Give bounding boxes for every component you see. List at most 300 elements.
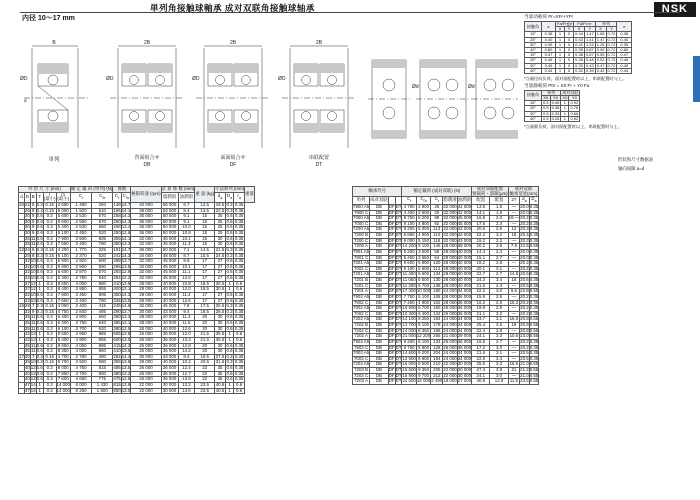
table-row-cell: — bbox=[508, 311, 520, 317]
table-row-cell: 3.6 bbox=[490, 323, 508, 329]
table-row-cell: 2.8 bbox=[490, 328, 508, 334]
table-row-cell: 258 bbox=[113, 224, 121, 230]
table-row-cell: 8 100 bbox=[403, 220, 415, 226]
table-row-cell: 20.3 bbox=[520, 226, 529, 232]
svg-text:DF: DF bbox=[229, 162, 237, 168]
table-row-cell: 22 000 bbox=[443, 361, 457, 367]
svg-text:B: B bbox=[52, 40, 56, 46]
table-row-cell: 36 000 bbox=[457, 305, 472, 311]
table-row-cell: 21.6 bbox=[472, 351, 490, 357]
table-row-cell: 36 000 bbox=[162, 365, 177, 370]
table-row-cell: 26 000 bbox=[131, 337, 161, 343]
table-row-cell: 0.55 bbox=[529, 372, 539, 378]
table-row-cell: 45 000 bbox=[457, 215, 472, 221]
table-row-cell: 27 bbox=[215, 259, 226, 265]
table-row-cell: 19 000 bbox=[443, 378, 457, 384]
table-row-cell: 7202 A bbox=[354, 333, 368, 339]
table-row-cell: 0.3 bbox=[43, 264, 56, 270]
table-row-cell: 14 000 bbox=[56, 381, 70, 387]
dynamic-load-row-cell: 0.46 bbox=[617, 58, 632, 63]
dynamic-load-row-cell: 0.92 bbox=[596, 46, 605, 52]
table-row-cell: 620 bbox=[92, 326, 113, 332]
table-row-cell: 36 000 bbox=[162, 348, 177, 354]
table-row-cell: 14 600 bbox=[402, 350, 416, 356]
table-row-cell: 13.2 bbox=[178, 382, 195, 388]
table-row-cell: 1 bbox=[225, 382, 233, 388]
table-row-cell: 0.15 bbox=[43, 247, 56, 253]
table-row-cell: 4 700 bbox=[70, 371, 91, 377]
table-row-cell: 15 bbox=[195, 231, 215, 237]
table-row-cell: 2.8 bbox=[490, 261, 508, 267]
table-row-cell: 0.15 bbox=[43, 354, 56, 360]
table-row-cell: 20 bbox=[195, 326, 215, 332]
table-row-cell: 25 bbox=[215, 231, 226, 237]
table-row-cell: 380 bbox=[113, 325, 121, 331]
table-row-cell: 0.3 bbox=[43, 214, 56, 220]
table-row-cell: 0.55 bbox=[529, 378, 539, 384]
table-row-cell: 0.3 bbox=[226, 303, 233, 309]
table-row-cell: 20.0 bbox=[520, 209, 529, 215]
static-load-row-cell: 0.33 bbox=[551, 110, 560, 116]
table-row-cell: 30 000 bbox=[131, 354, 161, 360]
table-row-cell: 11 bbox=[30, 342, 36, 348]
table-row-cell: 3.2 bbox=[490, 311, 508, 317]
table-row-cell: 31.5 bbox=[215, 359, 225, 365]
table-row-cell: 0.55 bbox=[529, 333, 539, 339]
dynamic-load-row-cell: 0.72 bbox=[607, 36, 616, 42]
table-row-cell: 7203 C bbox=[353, 372, 369, 378]
table-row-cell: — bbox=[508, 249, 520, 255]
grp-pair-load: 額定載荷 (成对双联) (N) bbox=[402, 187, 472, 197]
table-row-cell: 17.5 bbox=[195, 304, 215, 310]
table-row-cell: 0.3 bbox=[43, 298, 56, 304]
table-row-cell: 0.3 bbox=[36, 207, 43, 213]
table-row-cell: 40 000 bbox=[162, 359, 177, 365]
table-row-cell: 14.3 bbox=[121, 291, 131, 297]
table-row-cell: 7900 C bbox=[353, 209, 369, 215]
table-row-cell: 0.35 bbox=[234, 252, 244, 258]
table-row-cell: DT bbox=[395, 305, 402, 311]
table-row-cell: 20 bbox=[195, 343, 215, 349]
svg-text:面面組合せ: 面面組合せ bbox=[220, 155, 246, 161]
table-row-cell: 34 000 bbox=[457, 322, 472, 328]
table-row-cell: 13.5 bbox=[472, 204, 490, 210]
table-row-cell: 6 400 bbox=[57, 314, 69, 320]
table-row-cell: DT bbox=[395, 333, 402, 339]
page-edge-tab bbox=[693, 56, 700, 102]
table-row-cell: 10 bbox=[30, 297, 36, 303]
table-row-cell: 5 000 bbox=[418, 226, 430, 232]
table-row bbox=[353, 379, 539, 385]
table-row-cell: 9 200 bbox=[403, 338, 415, 344]
table-row-cell: 7 650 bbox=[57, 241, 69, 247]
table-row-cell: DB bbox=[370, 306, 389, 312]
table-row-cell: 17 bbox=[195, 259, 215, 265]
table-row-cell: 2 900 bbox=[418, 203, 430, 209]
table-row-cell: 0.3 bbox=[43, 321, 56, 327]
table-row-cell: 32 000 bbox=[443, 226, 457, 232]
table-row-cell: 0.35 bbox=[234, 275, 244, 280]
table-row-cell: 0.35 bbox=[529, 209, 539, 215]
table-row-cell: 13 700 bbox=[402, 322, 416, 328]
table-row-cell: 20.2 bbox=[520, 299, 529, 305]
table-row-cell: 4 650 bbox=[70, 377, 91, 383]
table-row-cell: 0.3 bbox=[43, 366, 56, 372]
dynamic-load-row-cell: 30° bbox=[525, 63, 542, 68]
table-row-cell: 10 bbox=[30, 263, 36, 269]
table-row-cell: 26 000 bbox=[131, 332, 161, 338]
table-row-cell: 15.6 bbox=[472, 294, 490, 300]
table-row-cell: 98 bbox=[431, 216, 443, 222]
table-row-cell: 250 bbox=[113, 230, 121, 235]
table-row-cell: 36 000 bbox=[162, 331, 177, 337]
table-row-cell: 4 750 bbox=[70, 366, 91, 372]
table-row-cell: 11.3 bbox=[178, 242, 195, 248]
table-row-cell: 40 000 bbox=[162, 314, 177, 320]
table-row-cell: 36 000 bbox=[162, 370, 177, 376]
table-row-cell: 355 bbox=[113, 235, 121, 241]
table-row-cell: — bbox=[508, 210, 520, 216]
col-d2: $D_a$ bbox=[225, 192, 233, 202]
table-row-cell: DB bbox=[370, 289, 389, 295]
table-row-cell: 47 bbox=[24, 387, 30, 393]
table-row-cell: 7202 C bbox=[353, 327, 369, 333]
table-row-cell: 0.6 bbox=[36, 218, 43, 224]
table-row-cell: 3 500 bbox=[70, 236, 91, 242]
table-row-cell: 0.6 bbox=[226, 235, 233, 241]
static-load-row-cell: 0.26 bbox=[551, 115, 560, 121]
col-r1: r (最小) bbox=[43, 191, 56, 202]
dynamic-load-row-cell: 0.72 bbox=[607, 52, 616, 58]
table-row-cell: 4 950 bbox=[70, 332, 91, 338]
table-row-cell: 32 000 bbox=[131, 304, 161, 310]
table-row-cell: 36 000 bbox=[131, 219, 161, 225]
table-row-cell: 7003 A5 bbox=[353, 350, 370, 356]
table-row-cell: 12.9 bbox=[121, 269, 131, 275]
table-row-cell: 32 000 bbox=[131, 242, 161, 248]
table-row-cell: DT bbox=[395, 265, 402, 271]
table-row-cell: 15.1 bbox=[472, 255, 490, 261]
table-row-cell: 194 bbox=[431, 356, 443, 362]
rcol-p2: 配置 bbox=[490, 197, 508, 205]
svg-text:Ød: Ød bbox=[412, 84, 419, 90]
table-row-cell: 27 000 bbox=[457, 378, 472, 384]
table-row-cell: 22.4 bbox=[472, 328, 490, 334]
table-row-cell: 22.2 bbox=[472, 233, 490, 239]
table-row-cell: 27.5 bbox=[215, 353, 225, 359]
table-row-cell: 0.35 bbox=[529, 271, 539, 277]
table-row-cell: 50 000 bbox=[162, 213, 177, 219]
table-row-cell: 12.9 bbox=[490, 379, 508, 385]
dynamic-load-row-cell: 0 bbox=[565, 53, 574, 58]
table-row-cell: 20.2 bbox=[472, 244, 490, 250]
table-row-cell: 14 200 bbox=[402, 243, 416, 249]
table-row-cell: 40.5 bbox=[215, 381, 225, 387]
table-row-cell: 28 000 bbox=[443, 248, 457, 254]
static-load-row-cell: 0.52 bbox=[570, 115, 579, 121]
table-row-cell: 355 bbox=[113, 359, 121, 365]
table-row-cell: 0.35 bbox=[529, 355, 539, 361]
table-row-cell: 24.1 bbox=[472, 334, 490, 340]
table-row-cell: 11 400 bbox=[402, 271, 416, 277]
table-row-cell: 0.35 bbox=[529, 237, 539, 243]
dynamic-load-row-cell: 0.72 bbox=[607, 62, 616, 68]
table-row-cell: 7903 A5 bbox=[353, 338, 370, 344]
table-row-cell: 13 bbox=[30, 331, 36, 337]
table-row-cell: — bbox=[508, 339, 520, 345]
table-row-cell: 8 100 bbox=[418, 243, 430, 249]
table-row-cell: 258 bbox=[113, 213, 121, 219]
table-row-cell: 7.1 bbox=[178, 247, 195, 253]
table-row-cell: 290 bbox=[113, 308, 121, 314]
table-row-cell: 5 800 bbox=[418, 344, 430, 350]
table-row-cell: 7001 C bbox=[353, 265, 369, 271]
table-row-cell: 0.35 bbox=[529, 226, 539, 232]
table-row-cell: 16.9 bbox=[472, 216, 490, 222]
table-row-cell: 6 700 bbox=[418, 282, 430, 288]
table-row-cell: 7201 A bbox=[354, 288, 368, 294]
table-row-cell: — bbox=[508, 294, 520, 300]
col-C0r: $C_{0r}$ bbox=[92, 192, 113, 202]
table-row-cell: 5 150 bbox=[418, 237, 430, 243]
table-row-cell: DF bbox=[388, 282, 395, 288]
table-row-cell: 2 920 bbox=[70, 259, 91, 265]
table-row-cell: 10 000 bbox=[416, 288, 431, 294]
table-row-cell: 294 bbox=[92, 202, 113, 208]
table-row-cell: 19 bbox=[508, 323, 520, 329]
table-row-cell: 3 500 bbox=[418, 248, 430, 254]
table-row-cell: 7200 B bbox=[354, 232, 369, 238]
table-row-cell: 580 bbox=[92, 360, 113, 366]
table-row-cell: 26 000 bbox=[131, 366, 161, 372]
table-row-cell: 6 400 bbox=[418, 310, 430, 316]
table-row-cell: 28 000 bbox=[131, 321, 161, 327]
th2-x0a: X0 bbox=[543, 95, 549, 101]
dynamic-load-row-cell: 0.31 bbox=[575, 67, 583, 73]
dynamic-load-row-cell: 0.72 bbox=[607, 46, 616, 52]
designation-thead bbox=[353, 187, 539, 205]
table-row-cell: 1 920 bbox=[70, 208, 91, 214]
dynamic-load-row-cell: 1.26 bbox=[596, 41, 605, 47]
table-row-cell: 0.55 bbox=[529, 361, 539, 367]
dynamic-load-row-cell: 0.45 bbox=[617, 63, 632, 68]
table-row-cell: 10.8 bbox=[178, 281, 195, 287]
table-row-cell: 1 480 bbox=[70, 202, 91, 208]
table-row-cell: 35 bbox=[215, 371, 226, 377]
table-row-cell: DF bbox=[388, 215, 395, 221]
designation-tbody bbox=[353, 204, 539, 384]
bearing-drawings bbox=[18, 30, 518, 178]
table-row-cell: 45 000 bbox=[162, 241, 177, 247]
svg-text:2B: 2B bbox=[143, 40, 151, 46]
table-row-cell: 0.35 bbox=[529, 248, 539, 254]
table-row-cell: 28 000 bbox=[443, 277, 457, 283]
table-row-cell: — bbox=[508, 261, 520, 267]
table-row-cell: 350 bbox=[113, 241, 121, 247]
table-row-cell: 505 bbox=[113, 331, 121, 337]
side-note-2: 轴向间隙 a=d bbox=[618, 166, 645, 171]
table-row-cell: 6 600 bbox=[418, 271, 430, 277]
table-row-cell: DT bbox=[395, 277, 402, 283]
table-row-cell: DB bbox=[370, 328, 389, 334]
table-row-cell: 0.35 bbox=[234, 207, 244, 213]
table-row-cell: 12.5 bbox=[195, 202, 215, 208]
table-row-cell: 30.5 bbox=[215, 280, 225, 286]
table-row-cell: 30 bbox=[24, 353, 30, 359]
svg-text:ØD: ØD bbox=[192, 76, 200, 82]
table-row bbox=[19, 388, 255, 394]
table-row-cell: 4 050 bbox=[70, 343, 91, 349]
table-row-cell: DB bbox=[370, 233, 389, 239]
dynamic-load-row-cell: 1 bbox=[556, 32, 565, 37]
table-row-cell: 7902 A5 bbox=[353, 293, 370, 299]
col-C0r-kgf: $C_{0r}$ bbox=[121, 192, 131, 202]
table-row-cell: 10.1 bbox=[178, 236, 195, 242]
table-row-cell: 32 bbox=[24, 297, 30, 303]
grp-designation: 軸承代号 bbox=[353, 187, 402, 197]
th-x3: X bbox=[595, 27, 606, 32]
table-row-cell: 3 700 bbox=[70, 326, 91, 332]
table-row-cell: — bbox=[508, 238, 520, 244]
table-row-cell: 21.5 bbox=[215, 246, 225, 252]
table-row-cell: 17 300 bbox=[402, 288, 416, 294]
table-row-cell: 5 300 bbox=[57, 275, 69, 280]
table-row-cell: 28 000 bbox=[443, 282, 457, 288]
table-row-cell: 102 bbox=[431, 300, 443, 306]
table-row-cell: DF bbox=[388, 372, 395, 378]
table-row-cell: 9 200 bbox=[418, 350, 430, 356]
table-row-cell: 0.35 bbox=[529, 310, 539, 316]
table-row-cell: DT bbox=[395, 260, 402, 266]
table-row-cell: 11 050 bbox=[402, 277, 416, 283]
table-row-cell: 3 400 bbox=[70, 298, 91, 304]
table-row-cell: 500 bbox=[113, 336, 121, 342]
table-row-cell: 8 350 bbox=[57, 348, 69, 354]
table-row-cell: 9 000 bbox=[403, 237, 415, 243]
dynamic-load-row-cell: 0.44 bbox=[617, 68, 632, 73]
table-row-cell: DB bbox=[370, 362, 389, 368]
static-load-row-cell: 0.46 bbox=[551, 100, 560, 106]
table-row-cell: 17 bbox=[195, 298, 215, 304]
table-row-cell: 0.6 bbox=[36, 263, 43, 269]
table-row-cell: 600 bbox=[92, 259, 113, 265]
table-row-cell: 26 bbox=[431, 204, 443, 210]
table-row-cell: 0.35 bbox=[234, 224, 244, 230]
table-row-cell: 11 bbox=[30, 241, 36, 247]
table-row-cell: 4 400 bbox=[403, 209, 415, 215]
rcol-db: 成对双联 bbox=[370, 197, 389, 205]
table-row-cell: 22.7 bbox=[472, 272, 490, 278]
table-row-cell: 32 000 bbox=[443, 215, 457, 221]
table-row-cell: DT bbox=[395, 232, 402, 238]
table-row-cell: 0.3 bbox=[36, 359, 43, 365]
table-row-cell: DF bbox=[388, 333, 395, 339]
table-row-cell: 25 bbox=[215, 219, 226, 225]
table-row-cell: 43 000 bbox=[457, 237, 472, 243]
table-row-cell: 3.0 bbox=[490, 289, 508, 295]
table-row-cell: 22 000 bbox=[443, 372, 457, 378]
svg-text:ØD: ØD bbox=[278, 76, 286, 82]
table-row-cell: 25.4 bbox=[472, 323, 490, 329]
table-row-cell: 40 bbox=[24, 370, 30, 376]
table-row-cell: 0.6 bbox=[234, 388, 245, 394]
table-row-cell: 0.55 bbox=[529, 322, 539, 328]
table-row-cell: 24 000 bbox=[443, 288, 457, 294]
table-row-cell: 22.8 bbox=[520, 288, 529, 294]
table-row-cell: 20.1 bbox=[472, 266, 490, 272]
table-row-cell: 3 800 bbox=[70, 315, 91, 321]
table-row-cell: DF bbox=[388, 260, 395, 266]
grp-pair-width: 成对双联 軸承宽度(mm) bbox=[509, 186, 538, 196]
table-row-cell: 13 900 bbox=[402, 355, 416, 361]
table-row-cell: 14.5 bbox=[195, 247, 215, 253]
table-row-cell: 12.6 bbox=[178, 298, 195, 304]
table-row-cell: 780 bbox=[92, 242, 113, 248]
table-row-cell: 13.5 bbox=[121, 348, 131, 354]
table-row-cell: DT bbox=[395, 226, 402, 232]
table-row-cell: 242 bbox=[113, 252, 121, 258]
table-row-cell: 40.9 bbox=[472, 379, 490, 385]
table-row-cell: 20 bbox=[195, 321, 215, 327]
table-row-cell: 2 530 bbox=[70, 225, 91, 231]
table-row-cell: 2 400 bbox=[70, 304, 91, 310]
table-row-cell: 6 bbox=[32, 246, 35, 252]
table-row-cell: 30 bbox=[215, 315, 226, 321]
table-row-cell: 32 000 bbox=[131, 276, 161, 282]
table-row-cell: 0.35 bbox=[529, 305, 539, 311]
table-row-cell: 19.5 bbox=[195, 354, 215, 360]
table-row-cell: 11.1 bbox=[178, 270, 195, 276]
th-x1: X bbox=[556, 27, 565, 32]
table-row-cell: DB bbox=[370, 379, 389, 385]
table-row-cell: 13.8 bbox=[121, 331, 131, 337]
dynamic-load-row-cell: 0.39 bbox=[542, 42, 556, 47]
table-row-cell: 520 bbox=[92, 253, 113, 259]
dynamic-load-row-cell: 0.87 bbox=[585, 46, 594, 52]
table-row-cell: 14.6 bbox=[178, 388, 195, 394]
table-row-cell: 21.0 bbox=[520, 372, 529, 378]
table-row-cell: 10 bbox=[30, 269, 36, 275]
dynamic-load-row-cell: 30° bbox=[525, 42, 542, 47]
table-row-cell: 22.5 bbox=[215, 207, 225, 213]
table-row-cell: 14 bbox=[30, 387, 36, 393]
table-row-cell: DB bbox=[370, 204, 389, 210]
table-row-cell: 1 bbox=[36, 382, 43, 388]
table-row-cell: 2 600 bbox=[418, 209, 430, 215]
table-row-cell: 0.3 bbox=[36, 252, 43, 258]
table-row-cell: 0.35 bbox=[234, 241, 244, 247]
table-row-cell: 5 200 bbox=[418, 215, 430, 221]
table-row-cell: 20.3 bbox=[520, 237, 529, 243]
table-row-cell: 0.35 bbox=[234, 297, 244, 303]
table-row-cell: 36 000 bbox=[131, 225, 161, 231]
table-row-cell: DT bbox=[395, 327, 402, 333]
table-row-cell: 0.35 bbox=[234, 325, 244, 331]
table-row-cell: 7200 C bbox=[353, 237, 369, 243]
table-row-cell: — bbox=[508, 351, 520, 357]
rcol-p1: 配置 bbox=[472, 197, 490, 205]
table-row-cell: 0.3 bbox=[43, 343, 56, 349]
dynamic-load-row-cell: 1 bbox=[556, 63, 565, 68]
dynamic-load-row-cell: 1.65 bbox=[596, 31, 605, 37]
table-row-cell: 32 bbox=[24, 263, 30, 269]
table-row-cell: 0.3 bbox=[43, 292, 56, 298]
table-row-cell: 0.35 bbox=[234, 263, 244, 269]
table-row-cell: 14.3 bbox=[121, 218, 131, 224]
table-row-cell: 35.5 bbox=[215, 336, 225, 342]
table-row-cell: 14.7 bbox=[121, 201, 131, 207]
table-row-cell: DT bbox=[395, 367, 402, 373]
